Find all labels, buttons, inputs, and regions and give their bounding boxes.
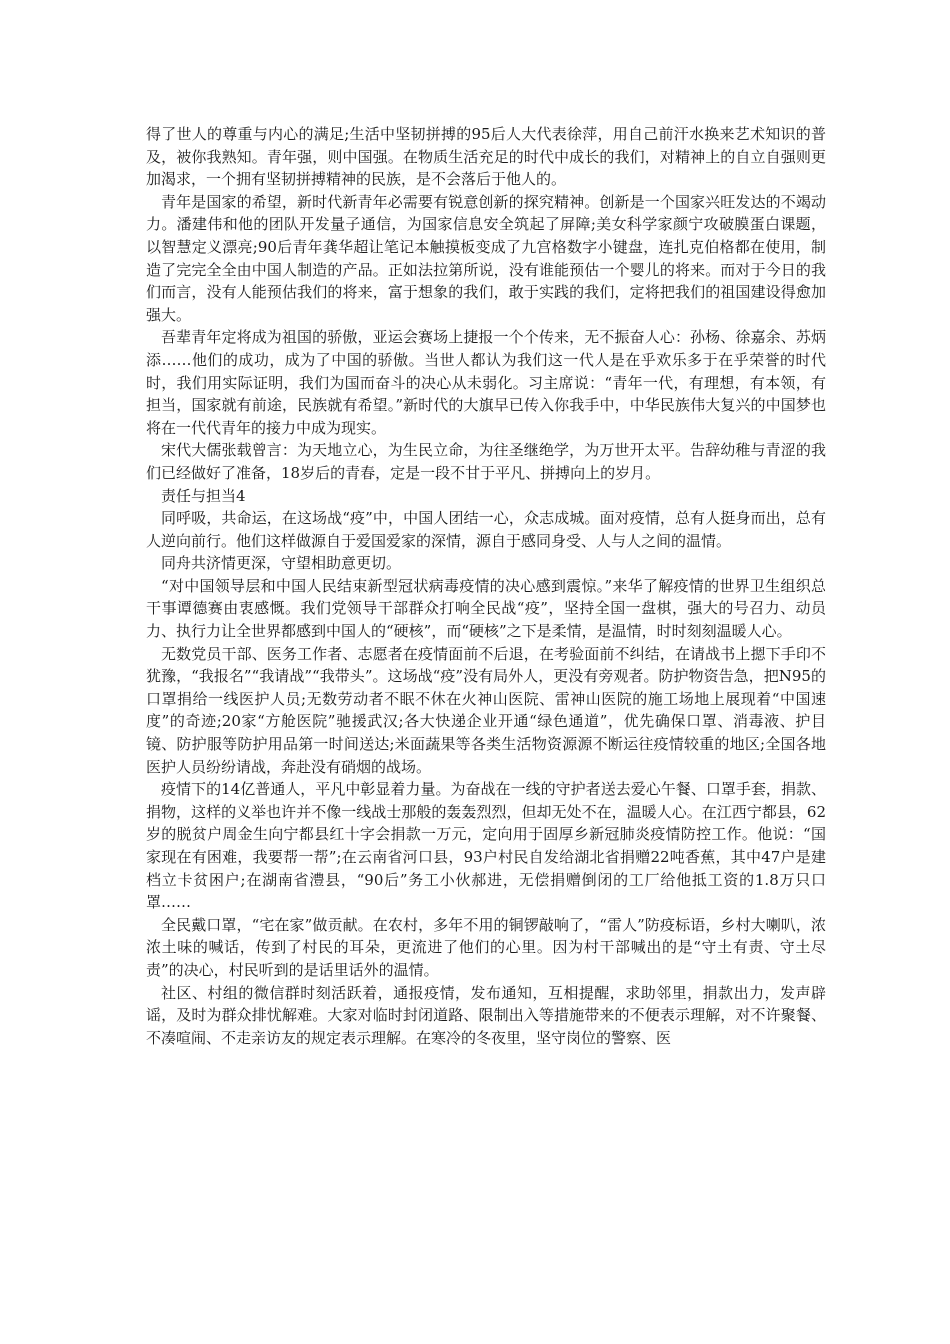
paragraph-6: 同舟共济情更深，守望相助意更切。 xyxy=(161,554,402,573)
section-heading: 责任与担当4 xyxy=(161,486,246,505)
paragraph-4: 宋代大儒张载曾言：为天地立心，为生民立命，为往圣继绝学，为万世开太平。告辞幼稚与青涩的我们已经做好了准备，18岁后的青春，定是一段不甘于平凡、拼搏向上的岁月。 xyxy=(146,441,826,482)
paragraph-5: 同呼吸，共命运，在这场战“疫”中，中国人团结一心，众志成城。面对疫情，总有人挺身而出，总有人逆向前行。他们这样做源自于爱国爱家的深情，源自于感同身受、人与人之间的温情。 xyxy=(146,509,826,550)
paragraph-8: 无数党员干部、医务工作者、志愿者在疫情面前不后退，在考验面前不纠结，在请战书上摁下手印不犹豫，“我报名”“我请战”“我带头”。这场战“疫”没有局外人，更没有旁观者。防护物资告急，把N95的口罩捐给一线医护人员;无数劳动者不眠不休在火神山医院、雷神山医院的施工场地上展现着“中国速度”的奇迹;20家“方舱医院”驰援武汉;各大快递企业开通“绿色通道”，优先确保口罩、消毒液、护目镜、防护服等防护用品第一时间送达;米面蔬果等各类生活物资源源不断运往疫情较重的地区;全国各地医护人员纷纷请战，奔赴没有硝烟的战场。 xyxy=(146,644,826,776)
paragraph-1: 得了世人的尊重与内心的满足;生活中坚韧拼搏的95后人大代表徐萍，用自己前汗水换来艺术知识的普及，被你我熟知。青年强，则中国强。在物质生活充足的时代中成长的我们，对精神上的自立自强则更加渴求，一个拥有坚韧拼搏精神的民族，是不会落后于他人的。 xyxy=(146,125,826,189)
paragraph-3: 吾辈青年定将成为祖国的骄傲，亚运会赛场上捷报一个个传来，无不振奋人心：孙杨、徐嘉余、苏炳添……他们的成功，成为了中国的骄傲。当世人都认为我们这一代人是在乎欢乐多于在乎荣誉的时代时，我们用实际证明，我们为国而奋斗的决心从未弱化。习主席说：“青年一代，有理想，有本领，有担当，国家就有前途，民族就有希望。”新时代的大旗早已传入你我手中，中华民族伟大复兴的中国梦也将在一代代青年的接力中成为现实。 xyxy=(146,328,826,437)
paragraph-10: 全民戴口罩，“宅在家”做贡献。在农村，多年不用的铜锣敲响了，“雷人”防疫标语，乡村大喇叭，浓浓土味的喊话，传到了村民的耳朵，更流进了他们的心里。因为村干部喊出的是“守土有责、守土尽责”的决心，村民听到的是话里话外的温情。 xyxy=(146,915,826,979)
document-page xyxy=(146,123,826,1049)
paragraph-9: 疫情下的14亿普通人，平凡中彰显着力量。为奋战在一线的守护者送去爱心午餐、口罩手套，捐款、捐物，这样的义举也许并不像一线战士那般的轰轰烈烈，但却无处不在，温暖人心。在江西宁都县，62岁的脱贫户周金生向宁都县红十字会捐款一万元，定向用于固厚乡新冠肺炎疫情防控工作。他说：“国家现在有困难，我要帮一帮”;在云南省河口县，93户村民自发给湖北省捐赠22吨香蕉，其中47户是建档立卡贫困户;在湖南省澧县，“90后”务工小伙郝进，无偿捐赠倒闭的工厂给他抵工资的1.8万只口罩…… xyxy=(146,780,826,912)
paragraph-2: 青年是国家的希望，新时代新青年必需要有锐意创新的探究精神。创新是一个国家兴旺发达的不竭动力。潘建伟和他的团队开发量子通信，为国家信息安全筑起了屏障;美女科学家颜宁攻破膜蛋白课题，以智慧定义漂亮;90后青年龚华超让笔记本触摸板变成了九宫格数字小键盘，连扎克伯格都在使用，制造了完完全全由中国人制造的产品。正如法拉第所说，没有谁能预估一个婴儿的将来。而对于今日的我们而言，没有人能预估我们的将来，富于想象的我们，敢于实践的我们，定将把我们的祖国建设得愈加强大。 xyxy=(146,192,826,324)
paragraph-11: 社区、村组的微信群时刻活跃着，通报疫情，发布通知，互相提醒，求助邻里，捐款出力，发声辟谣，及时为群众排忧解难。大家对临时封闭道路、限制出入等措施带来的不便表示理解，对不许聚餐、不凑喧闹、不走亲访友的规定表示理解。在寒冷的冬夜里，坚守岗位的警察、医 xyxy=(146,983,826,1047)
paragraph-7: “对中国领导层和中国人民结束新型冠状病毒疫情的决心感到震惊。”来华了解疫情的世界卫生组织总干事谭德赛由衷感慨。我们党领导干部群众打响全民战“疫”，坚持全国一盘棋，强大的号召力、动员力、执行力让全世界都感到中国人的“硬核”，而“硬核”之下是柔情，是温情，时时刻刻温暖人心。 xyxy=(146,576,826,641)
